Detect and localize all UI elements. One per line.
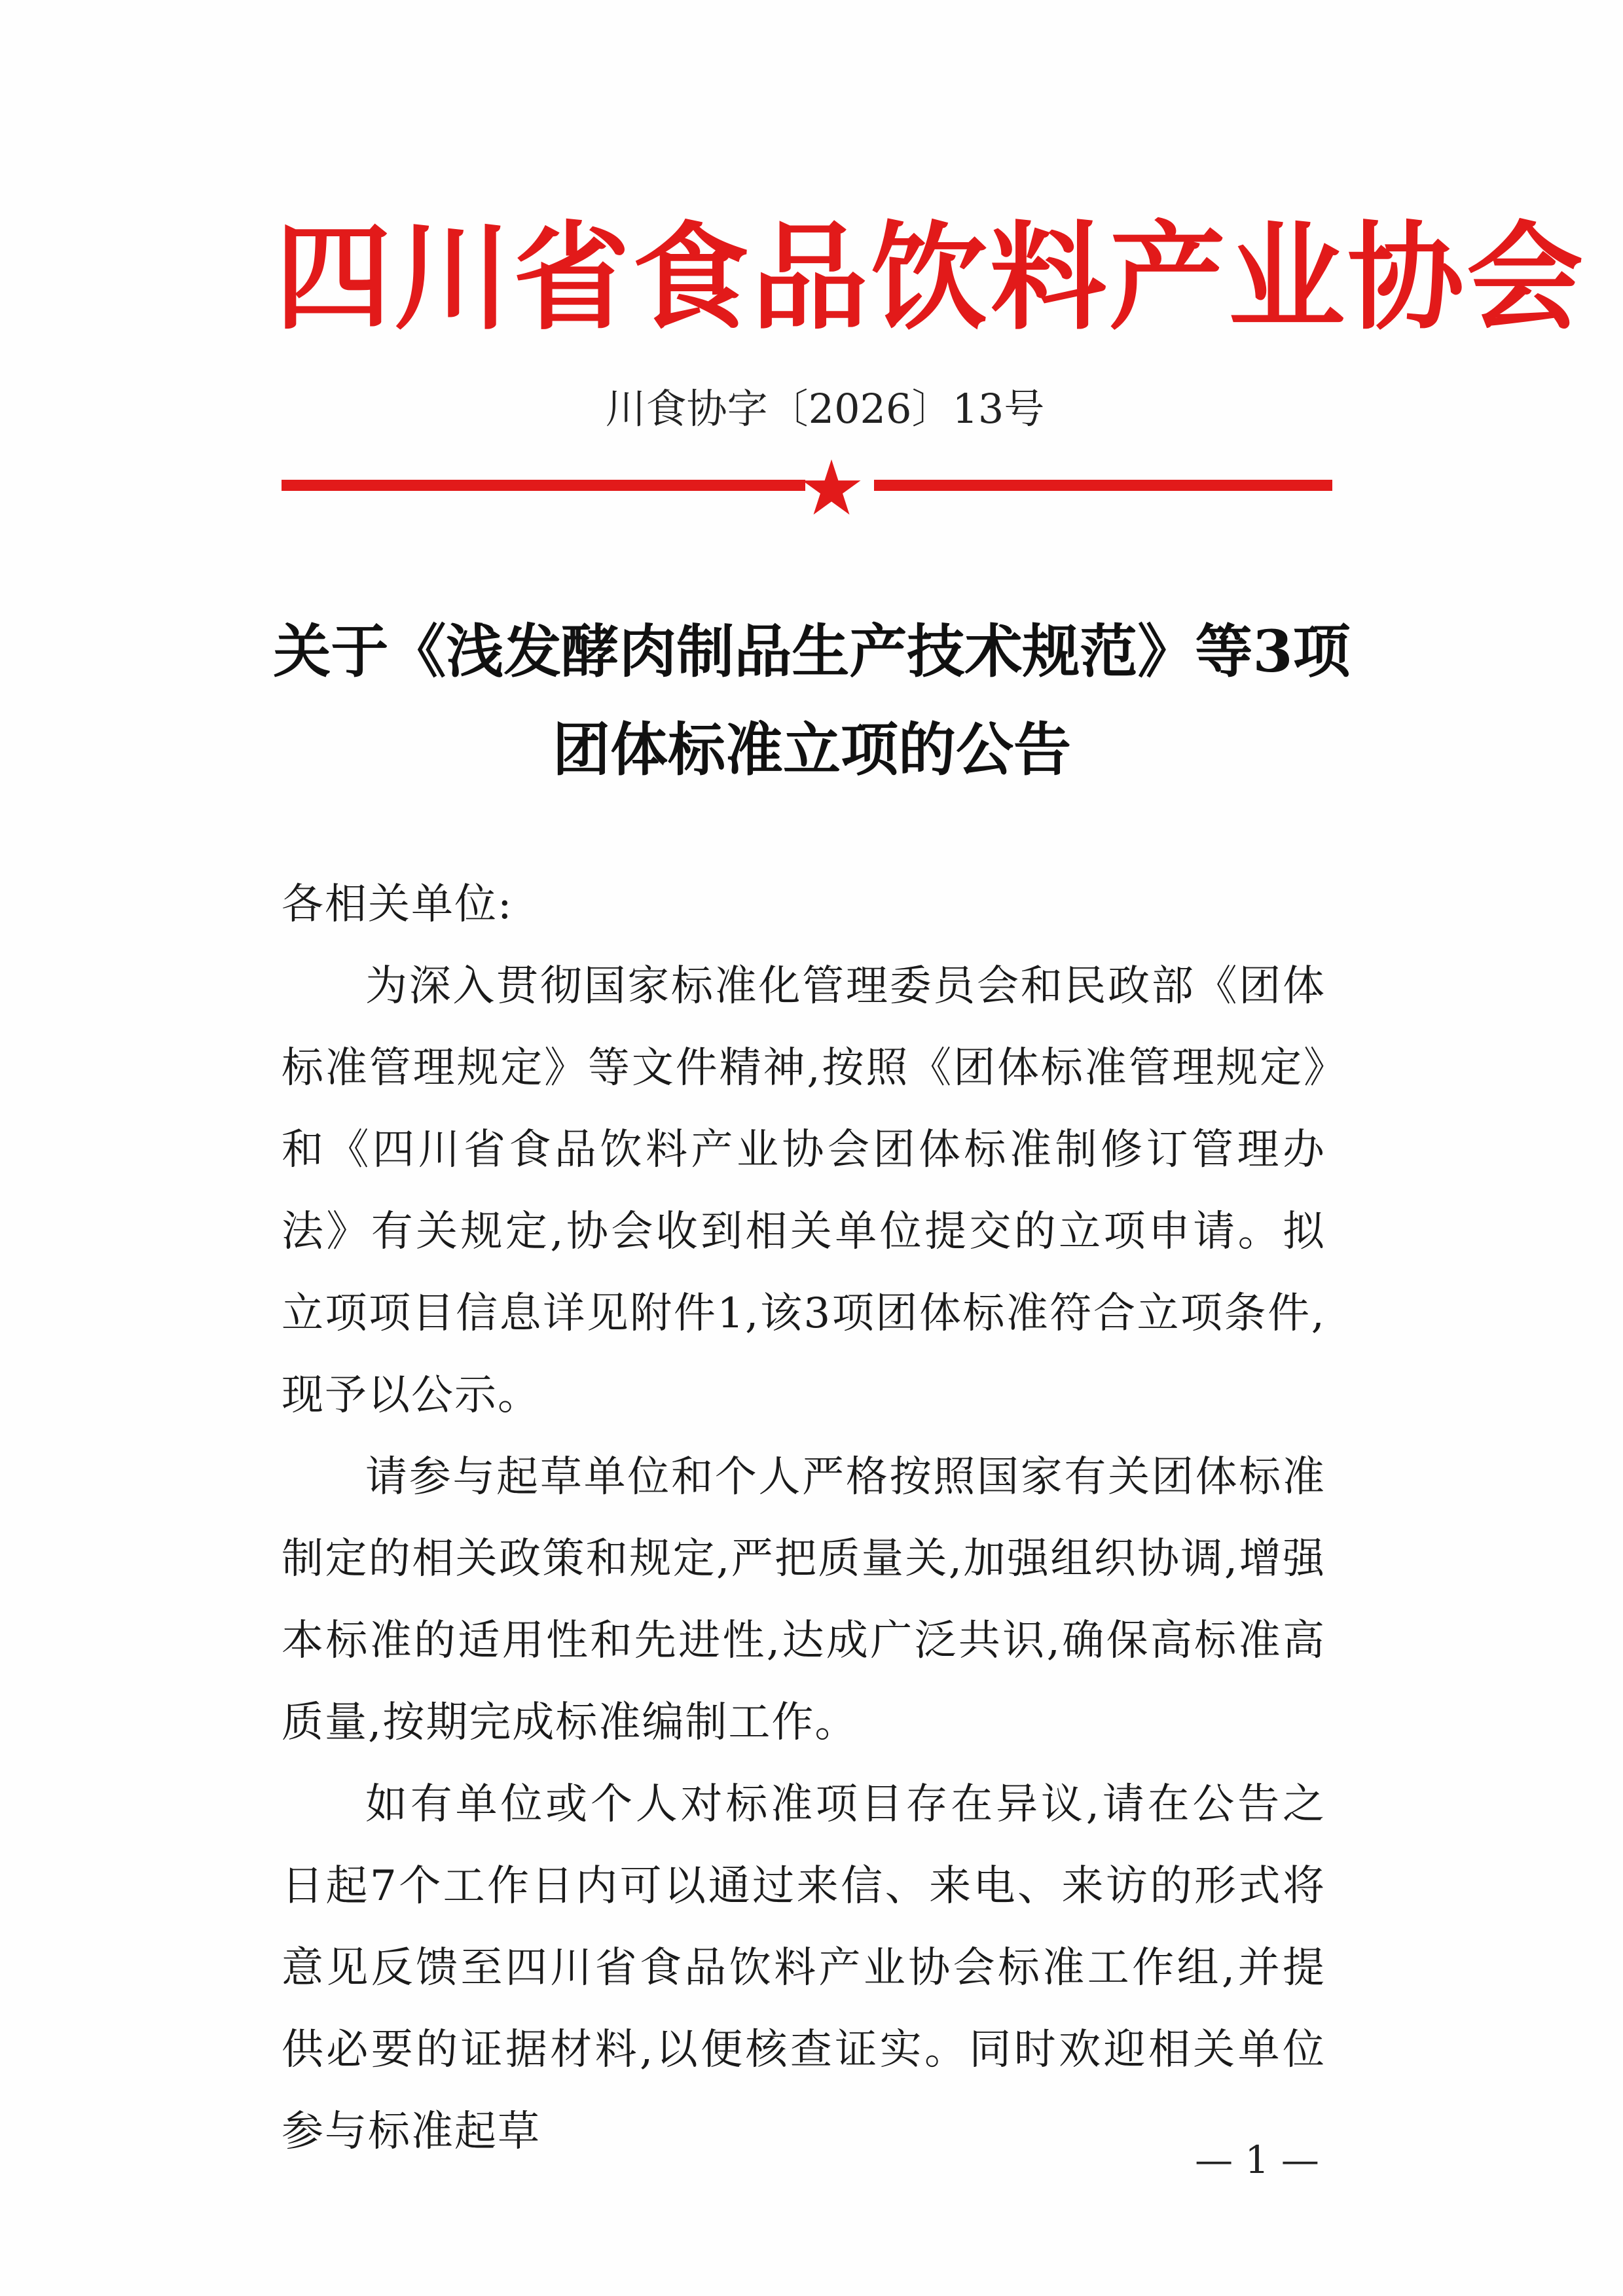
body-paragraph-1: 为深入贯彻国家标准化管理委员会和民政部《团体标准管理规定》等文件精神,按照《团体标准管理规定》和《四川省食品饮料产业协会团体标准制修订管理办法》有关规定,协会收到相关单位提交的立项申请。拟立项项目信息详见附件1,该3项团体标准符合立项条件,现予以公示。 (282, 962, 1326, 1420)
title-line-1: 关于《浅发酵肉制品生产技术规范》等3项 (273, 617, 1351, 685)
red-divider-right (874, 480, 1332, 491)
title-line-2: 团体标准立项的公告 (552, 715, 1071, 783)
body-paragraph-2: 请参与起草单位和个人严格按照国家有关团体标准制定的相关政策和规定,严把质量关,加强组织协调,增强本标准的适用性和先进性,达成广泛共识,确保高标准高质量,按期完成标准编制工作。 (282, 1453, 1326, 1747)
document-number: 川食协字〔2026〕13号 (605, 385, 1045, 433)
document-title (196, 602, 1427, 798)
body-paragraph-3: 如有单位或个人对标准项目存在异议,请在公告之日起7个工作日内可以通过来信、来电、来访的形式将意见反馈至四川省食品饮料产业协会标准工作组,并提供必要的证据材料,以便核查证实。同时欢迎相关单位参与标准起草 (282, 1780, 1326, 2156)
organization-name-header: 四川省食品饮料产业协会 (275, 210, 1586, 346)
salutation: 各相关单位: (282, 880, 513, 929)
page-number: — 1 — (1195, 2138, 1319, 2182)
star-icon (800, 458, 863, 517)
red-divider-left (282, 480, 805, 491)
document-body (282, 864, 1326, 2173)
